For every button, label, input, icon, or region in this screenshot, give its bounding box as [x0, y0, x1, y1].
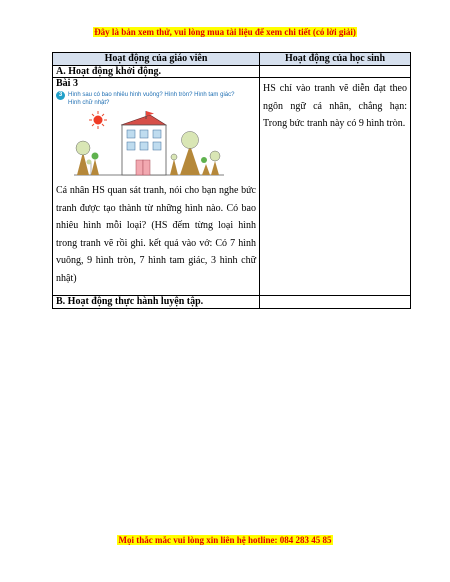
teacher-column-header: Hoạt động của giáo viên [53, 53, 260, 66]
exercise-title: Bài 3 [56, 78, 78, 89]
exercise-question-text: Hình sau có bao nhiêu hình vuông? Hình tròn? Hình tam giác? Hình chữ nhật? [68, 92, 235, 106]
sun-icon [89, 111, 107, 129]
section-a-empty-cell [260, 66, 411, 78]
table-header-row [53, 53, 411, 66]
section-a-title: A. Hoạt động khởi động. [53, 66, 260, 78]
section-b-title: B. Hoạt động thực hành luyện tập. [53, 296, 260, 309]
right-trees-icon [170, 132, 220, 176]
shapes-picture [74, 109, 224, 177]
preview-notice-banner [0, 27, 450, 37]
lesson-plan-table [52, 52, 411, 309]
house-icon [121, 111, 166, 175]
hotline-banner [0, 535, 450, 545]
exercise-question [56, 91, 256, 107]
teacher-instructions: Cá nhân HS quan sát tranh, nói cho bạn nghe bức tranh được tạo thành từ những hình nào. Có bao nhiêu hình mỗi loại? (HS đếm từng loại hình trong tranh vẽ rồi ghi. kết quả vào vở: Có 7 hình vuông, 9 hình tròn, 7 hình tam giác, 3 hình chữ nhật) [56, 185, 256, 284]
student-response: HS chỉ vào tranh vẽ diễn đạt theo ngôn ngữ cá nhân, chẳng hạn: Trong bức tranh này có 9 hình tròn. [263, 83, 407, 130]
student-activity-cell [260, 78, 411, 296]
section-b-row [53, 296, 411, 309]
teacher-activity-cell [53, 78, 260, 296]
activity-row [53, 78, 411, 296]
student-column-header: Hoạt động của học sinh [260, 53, 411, 66]
left-trees-icon [76, 141, 99, 175]
exercise-number-badge: 3 [56, 91, 65, 100]
section-a-row [53, 66, 411, 78]
section-b-empty-cell [260, 296, 411, 309]
preview-notice-text: Đây là bản xem thử, vui lòng mua tài liệu để xem chi tiết (có lời giải) [94, 27, 356, 37]
hotline-text: Mọi thắc mắc vui lòng xin liên hệ hotline: 084 283 45 85 [118, 535, 332, 545]
